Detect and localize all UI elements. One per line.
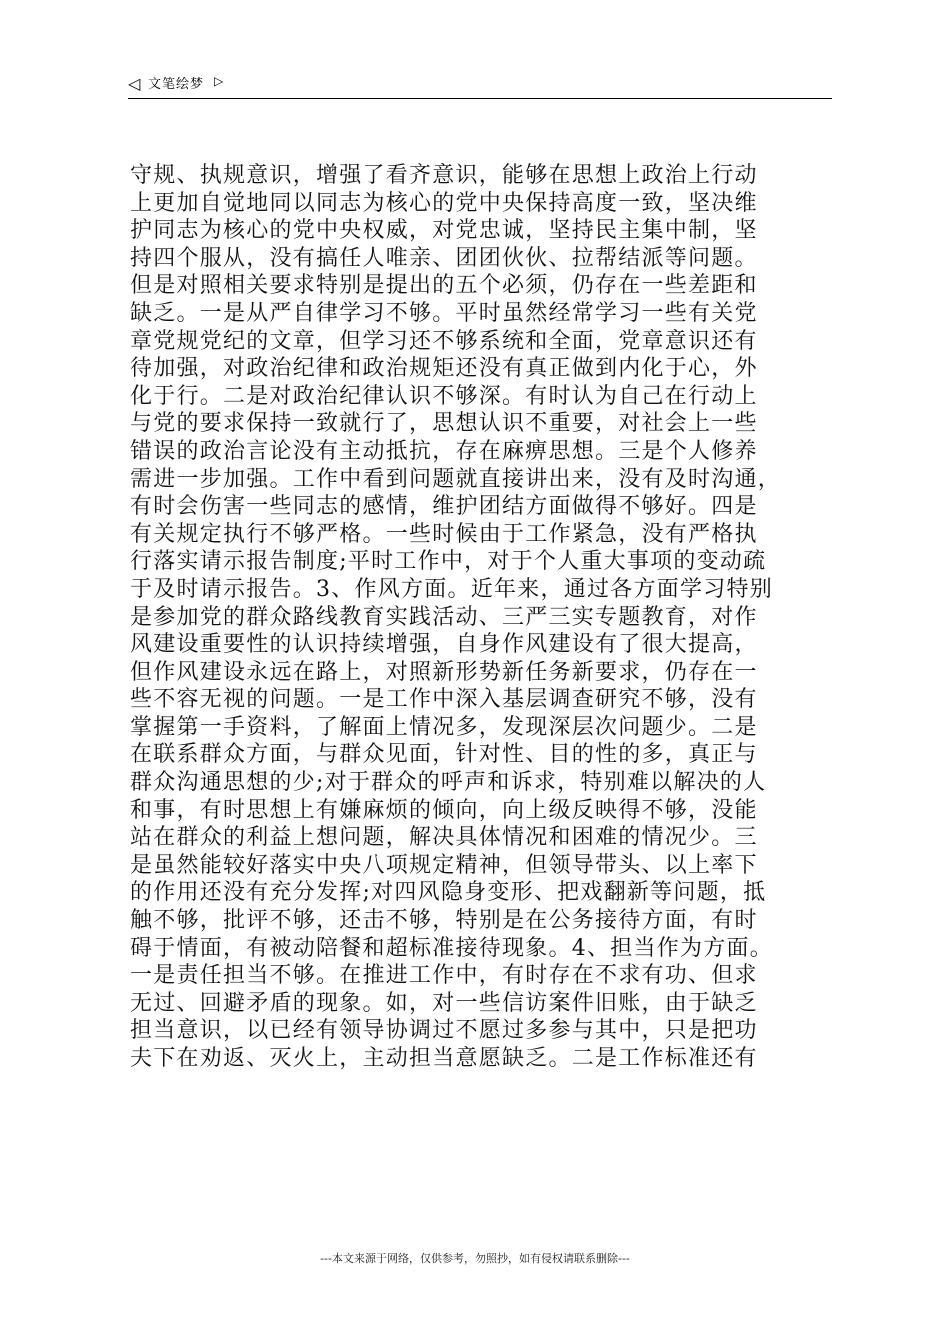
text-line: 掌握第一手资料，了解面上情况多，发现深层次问题少。二是: [130, 714, 758, 740]
text-line: 和事，有时思想上有嫌麻烦的倾向，向上级反映得不够，没能: [130, 797, 758, 823]
page-header: [128, 74, 832, 99]
text-line: 但作风建设永远在路上，对照新形势新任务新要求，仍存在一: [130, 659, 758, 685]
text-line: 在联系群众方面，与群众见面，针对性、目的性的多，真正与: [130, 742, 758, 768]
text-line: 上更加自觉地同以同志为核心的党中央保持高度一致，坚决维: [130, 190, 758, 216]
text-line: 群众沟通思想的少;对于群众的呼声和诉求，特别难以解决的人: [130, 770, 767, 796]
text-line: 一是责任担当不够。在推进工作中，有时存在不求有功、但求: [130, 963, 758, 989]
text-line: 有时会伤害一些同志的感情，维护团结方面做得不够好。四是: [130, 494, 758, 520]
text-line: 夫下在劝返、灭火上，主动担当意愿缺乏。二是工作标准还有: [130, 1046, 758, 1071]
footer-disclaimer: ---本文来源于网络，仅供参考，勿照抄，如有侵权请联系删除---: [320, 1252, 630, 1265]
document-body: [130, 162, 834, 1073]
text-line: 的作用还没有充分发挥;对四风隐身变形、把戏翻新等问题，抵: [130, 880, 767, 906]
text-line: 守规、执规意识，增强了看齐意识，能够在思想上政治上行动: [130, 163, 758, 188]
header-brand: 文笔绘梦: [148, 77, 205, 92]
text-line: 但是对照相关要求特别是提出的五个必须，仍存在一些差距和: [130, 273, 758, 299]
text-line: 待加强，对政治纪律和政治规矩还没有真正做到内化于心，外: [130, 356, 758, 382]
text-line: 与党的要求保持一致就行了，思想认识不重要，对社会上一些: [130, 411, 758, 437]
text-line: 缺乏。一是从严自律学习不够。平时虽然经常学习一些有关党: [130, 300, 758, 326]
text-line: 无过、回避矛盾的现象。如，对一些信访案件旧账，由于缺乏: [130, 990, 758, 1016]
text-line: 担当意识，以已经有领导协调过不愿过多参与其中，只是把功: [130, 1018, 758, 1044]
text-line: 些不容无视的问题。一是工作中深入基层调查研究不够，没有: [130, 687, 758, 713]
triangle-right-icon: ▷: [214, 74, 224, 88]
text-line: 是虽然能较好落实中央八项规定精神，但领导带头、以上率下: [130, 852, 758, 878]
triangle-left-icon: ◁: [128, 74, 141, 93]
text-line: 于及时请示报告。3、作风方面。近年来，通过各方面学习特别: [130, 576, 773, 602]
text-line: 风建设重要性的认识持续增强，自身作风建设有了很大提高，: [130, 632, 758, 658]
text-line: 站在群众的利益上想问题，解决具体情况和困难的情况少。三: [130, 825, 758, 851]
text-line: 章党规党纪的文章，但学习还不够系统和全面，党章意识还有: [130, 328, 758, 354]
text-line: 碍于情面，有被动陪餐和超标准接待现象。4、担当作为方面。: [130, 935, 773, 961]
text-line: 化于行。二是对政治纪律认识不够深。有时认为自己在行动上: [130, 383, 758, 409]
text-line: 护同志为核心的党中央权威，对党忠诚，坚持民主集中制，坚: [130, 218, 758, 244]
text-line: 是参加党的群众路线教育实践活动、三严三实专题教育，对作: [130, 604, 758, 630]
text-line: 有关规定执行不够严格。一些时候由于工作紧急，没有严格执: [130, 521, 758, 547]
text-line: 触不够，批评不够，还击不够，特别是在公务接待方面，有时: [130, 908, 758, 934]
text-line: 持四个服从，没有搞任人唯亲、团团伙伙、拉帮结派等问题。: [130, 245, 758, 271]
text-line: 行落实请示报告制度;平时工作中，对于个人重大事项的变动疏: [130, 549, 767, 575]
text-line: 错误的政治言论没有主动抵抗，存在麻痹思想。三是个人修养: [130, 438, 758, 464]
text-line: 需进一步加强。工作中看到问题就直接讲出来，没有及时沟通，: [130, 466, 782, 492]
